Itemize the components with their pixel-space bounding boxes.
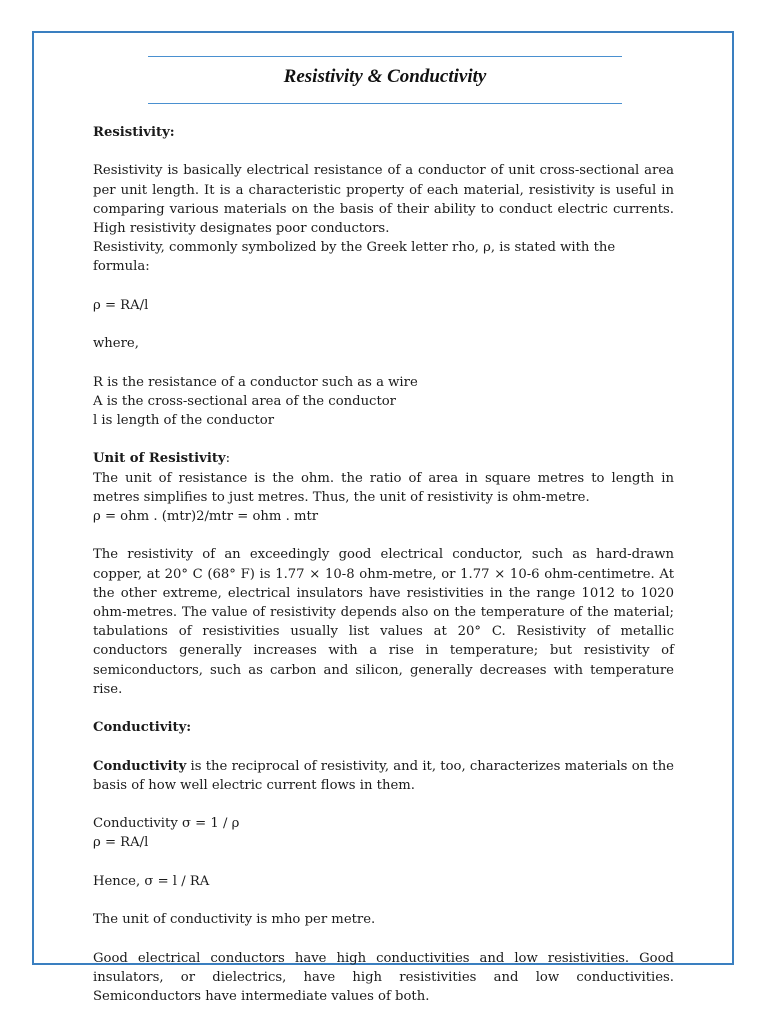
conductivity-formula: Conductivity σ = 1 / ρ — [93, 816, 240, 832]
unit-heading-line — [93, 449, 674, 468]
definition-a: A is the cross-sectional area of the conductor — [93, 393, 396, 409]
resistivity-formula-intro: Resistivity, commonly symbolized by the Greek letter rho, ρ, is stated with the formula: — [93, 240, 616, 275]
conductors-summary-paragraph: Good electrical conductors have high conductivities and low resistivities. Good insulators, or dielectrics, have high resistivities and low conductivities. Semiconductors have intermediate values of both. — [93, 950, 674, 1004]
conductivity-heading: Conductivity: — [93, 720, 192, 736]
document-body — [93, 123, 674, 1006]
hence-formula: Hence, σ = l / RA — [93, 873, 210, 889]
resistivity-heading: Resistivity: — [93, 125, 175, 140]
rho-formula: ρ = RA/l — [93, 835, 149, 851]
unit-of-resistivity-heading: Unit of Resistivity — [93, 451, 226, 467]
resistivity-definition: Resistivity is basically electrical resistance of a conductor of unit cross-sectional area per unit length. It is a characteristic property of each material, resistivity is useful in comparing various materials on the basis of their ability to conduct electric currents. High resistivity designates poor conductors. — [93, 163, 674, 236]
conductivity-unit: The unit of conductivity is mho per metre. — [93, 912, 376, 928]
unit-paragraph: The unit of resistance is the ohm. the ratio of area in square metres to length in metres simplifies to just metres. Thus, the unit of resistivity is ohm-metre. — [93, 470, 674, 505]
unit-formula: ρ = ohm . (mtr)2/mtr = ohm . mtr — [93, 508, 319, 524]
resistivity-values-paragraph: The resistivity of an exceedingly good electrical conductor, such as hard-drawn copper, at 20° C (68° F) is 1.77 × 10-8 ohm-metre, or 1.77 × 10-6 ohm-centimetre. At the other extreme, electrical insulators have resistivities in the range 1012 to 1020 ohm-metres. The value of resistivity depends also on the temperature of the material; tabulations of resistivities usually list values at 20° C. Resistivity of metallic conductors generally increases with a rise in temperature; but resistivity of semiconductors, such as carbon and silicon, generally decreases with temperature rise. — [93, 547, 674, 697]
where-label: where, — [93, 336, 139, 352]
unit-heading-colon: : — [225, 451, 231, 467]
conductivity-definition — [93, 757, 674, 795]
conductivity-term: Conductivity — [93, 758, 187, 774]
title-rule-bottom — [148, 103, 622, 104]
title-rule-top — [148, 56, 622, 57]
definition-r: R is the resistance of a conductor such as a wire — [93, 374, 418, 390]
definition-l: l is length of the conductor — [93, 412, 275, 428]
page-title: Resistivity & Conductivity — [283, 66, 487, 87]
conductivity-definition-text: is the reciprocal of resistivity, and it, too, characterizes materials on the basis of how well electric current flows in them. — [93, 758, 674, 793]
resistivity-formula: ρ = RA/l — [93, 297, 149, 313]
